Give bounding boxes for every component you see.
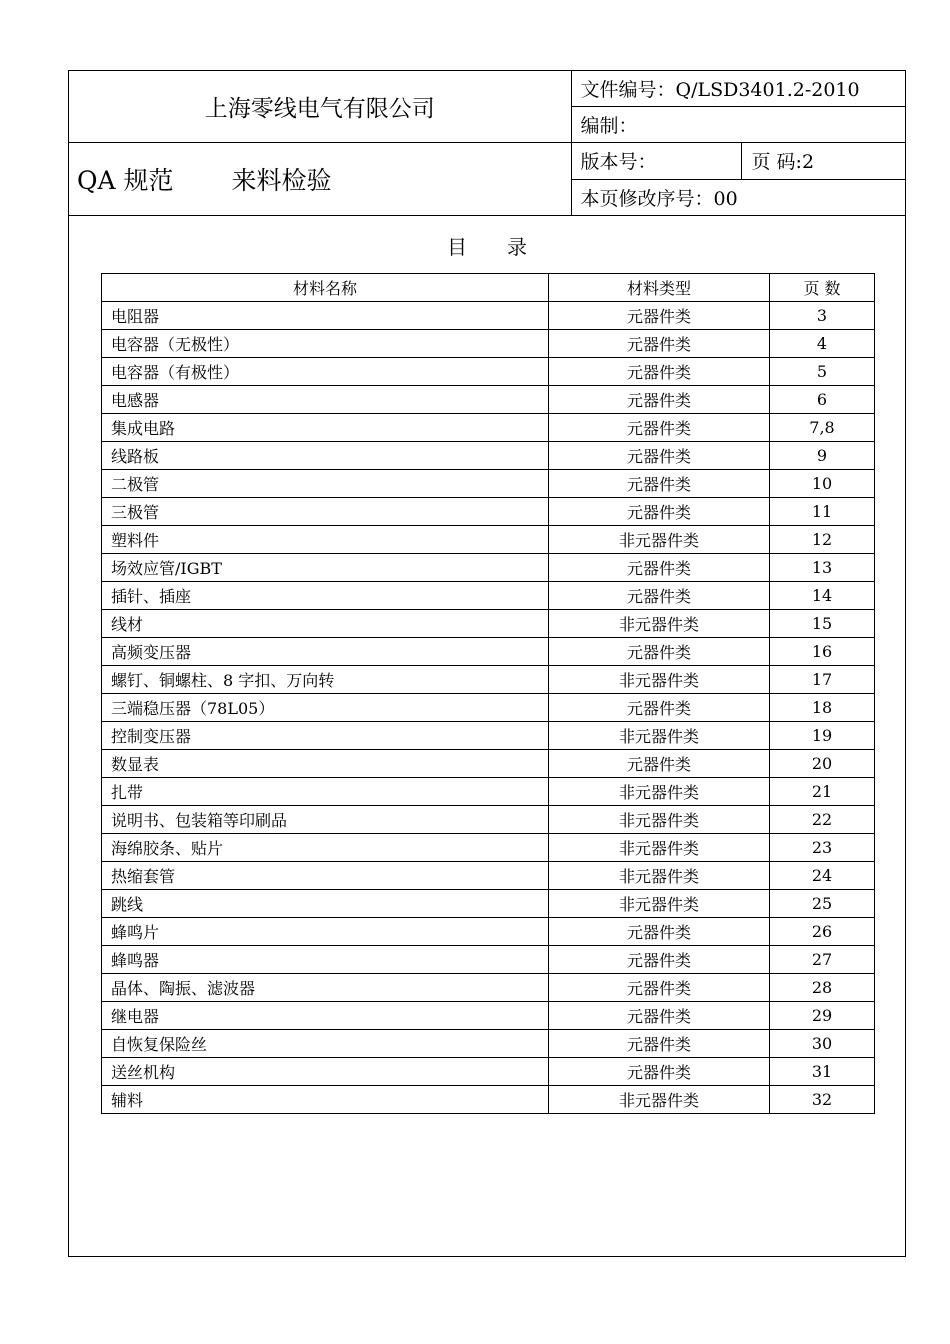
page-number: 16 <box>770 638 875 666</box>
page-number: 11 <box>770 498 875 526</box>
material-name: 螺钉、铜螺柱、8 字扣、万向转 <box>102 666 549 694</box>
material-name: 数显表 <box>102 750 549 778</box>
material-name: 晶体、陶振、滤波器 <box>102 974 549 1002</box>
document-header <box>69 71 905 216</box>
table-row <box>102 750 875 778</box>
material-name: 热缩套管 <box>102 862 549 890</box>
material-type: 非元器件类 <box>549 806 770 834</box>
material-type: 元器件类 <box>549 358 770 386</box>
editor-field: 编制： <box>571 107 905 143</box>
material-type: 元器件类 <box>549 554 770 582</box>
company-name: 上海零线电气有限公司 <box>69 71 571 143</box>
page-number: 29 <box>770 1002 875 1030</box>
material-type: 元器件类 <box>549 498 770 526</box>
material-type: 非元器件类 <box>549 862 770 890</box>
material-name: 蜂鸣器 <box>102 946 549 974</box>
page-number: 4 <box>770 330 875 358</box>
material-name: 电容器（有极性） <box>102 358 549 386</box>
material-name: 线材 <box>102 610 549 638</box>
material-type: 非元器件类 <box>549 526 770 554</box>
material-name: 蜂鸣片 <box>102 918 549 946</box>
page-number: 10 <box>770 470 875 498</box>
page-number: 23 <box>770 834 875 862</box>
table-row <box>102 806 875 834</box>
page-number: 31 <box>770 1058 875 1086</box>
material-type: 元器件类 <box>549 750 770 778</box>
material-name: 塑料件 <box>102 526 549 554</box>
revision-field: 本页修改序号：00 <box>571 179 905 216</box>
table-row <box>102 1086 875 1114</box>
table-row <box>102 974 875 1002</box>
material-type: 非元器件类 <box>549 890 770 918</box>
page-number: 14 <box>770 582 875 610</box>
column-header-name: 材料名称 <box>102 274 549 302</box>
material-type: 元器件类 <box>549 1030 770 1058</box>
page-code: 页 码:2 <box>741 143 905 180</box>
material-name: 电阻器 <box>102 302 549 330</box>
material-name: 电感器 <box>102 386 549 414</box>
table-row <box>102 918 875 946</box>
material-type: 元器件类 <box>549 386 770 414</box>
page-number: 15 <box>770 610 875 638</box>
version-field: 版本号： <box>571 143 741 180</box>
table-row <box>102 414 875 442</box>
material-name: 线路板 <box>102 442 549 470</box>
column-header-pages: 页 数 <box>770 274 875 302</box>
toc-table <box>101 273 875 1114</box>
page-number: 6 <box>770 386 875 414</box>
material-type: 元器件类 <box>549 638 770 666</box>
material-name: 高频变压器 <box>102 638 549 666</box>
page-number: 21 <box>770 778 875 806</box>
toc-header-row <box>102 274 875 302</box>
material-name: 控制变压器 <box>102 722 549 750</box>
material-type: 元器件类 <box>549 442 770 470</box>
table-row <box>102 666 875 694</box>
material-type: 元器件类 <box>549 1002 770 1030</box>
table-row <box>102 890 875 918</box>
table-row <box>102 1058 875 1086</box>
table-row <box>102 582 875 610</box>
material-name: 集成电路 <box>102 414 549 442</box>
material-name: 说明书、包装箱等印刷品 <box>102 806 549 834</box>
table-row <box>102 554 875 582</box>
table-row <box>102 302 875 330</box>
table-row <box>102 610 875 638</box>
material-type: 元器件类 <box>549 582 770 610</box>
page-number: 17 <box>770 666 875 694</box>
material-type: 非元器件类 <box>549 610 770 638</box>
table-row <box>102 386 875 414</box>
table-row <box>102 834 875 862</box>
page-number: 5 <box>770 358 875 386</box>
table-row <box>102 358 875 386</box>
material-type: 非元器件类 <box>549 778 770 806</box>
qa-title <box>69 143 571 216</box>
page-number: 7,8 <box>770 414 875 442</box>
material-type: 元器件类 <box>549 974 770 1002</box>
page-number: 20 <box>770 750 875 778</box>
page-number: 13 <box>770 554 875 582</box>
qa-spec-label: QA 规范 <box>77 166 174 195</box>
page-number: 19 <box>770 722 875 750</box>
page-number: 9 <box>770 442 875 470</box>
page-number: 12 <box>770 526 875 554</box>
qa-subject-label: 来料检验 <box>231 166 332 195</box>
material-type: 非元器件类 <box>549 1086 770 1114</box>
column-header-type: 材料类型 <box>549 274 770 302</box>
material-name: 辅料 <box>102 1086 549 1114</box>
table-row <box>102 498 875 526</box>
page-number: 18 <box>770 694 875 722</box>
material-type: 元器件类 <box>549 1058 770 1086</box>
material-name: 二极管 <box>102 470 549 498</box>
material-name: 继电器 <box>102 1002 549 1030</box>
toc-title: 目录 <box>447 235 567 259</box>
material-name: 送丝机构 <box>102 1058 549 1086</box>
page-number: 22 <box>770 806 875 834</box>
table-row <box>102 1002 875 1030</box>
material-type: 非元器件类 <box>549 722 770 750</box>
table-row <box>102 946 875 974</box>
material-name: 扎带 <box>102 778 549 806</box>
page-number: 26 <box>770 918 875 946</box>
material-name: 三端稳压器（78L05） <box>102 694 549 722</box>
material-name: 场效应管/IGBT <box>102 554 549 582</box>
material-name: 跳线 <box>102 890 549 918</box>
material-name: 自恢复保险丝 <box>102 1030 549 1058</box>
table-row <box>102 470 875 498</box>
table-row <box>102 862 875 890</box>
material-type: 元器件类 <box>549 330 770 358</box>
material-type: 元器件类 <box>549 470 770 498</box>
table-row <box>102 442 875 470</box>
table-row <box>102 778 875 806</box>
page-number: 24 <box>770 862 875 890</box>
page-number: 32 <box>770 1086 875 1114</box>
table-row <box>102 1030 875 1058</box>
material-type: 非元器件类 <box>549 666 770 694</box>
page-number: 25 <box>770 890 875 918</box>
material-type: 元器件类 <box>549 918 770 946</box>
material-type: 非元器件类 <box>549 834 770 862</box>
material-name: 插针、插座 <box>102 582 549 610</box>
document-frame <box>68 70 906 1257</box>
table-row <box>102 638 875 666</box>
material-type: 元器件类 <box>549 414 770 442</box>
table-row <box>102 330 875 358</box>
material-type: 元器件类 <box>549 694 770 722</box>
table-row <box>102 694 875 722</box>
material-type: 元器件类 <box>549 302 770 330</box>
table-row <box>102 526 875 554</box>
material-name: 电容器（无极性） <box>102 330 549 358</box>
table-row <box>102 722 875 750</box>
material-type: 元器件类 <box>549 946 770 974</box>
page-number: 27 <box>770 946 875 974</box>
toc-body <box>102 302 875 1114</box>
page-number: 30 <box>770 1030 875 1058</box>
page-number: 28 <box>770 974 875 1002</box>
page-number: 3 <box>770 302 875 330</box>
material-name: 三极管 <box>102 498 549 526</box>
material-name: 海绵胶条、贴片 <box>102 834 549 862</box>
doc-number: 文件编号：Q/LSD3401.2-2010 <box>571 71 905 107</box>
